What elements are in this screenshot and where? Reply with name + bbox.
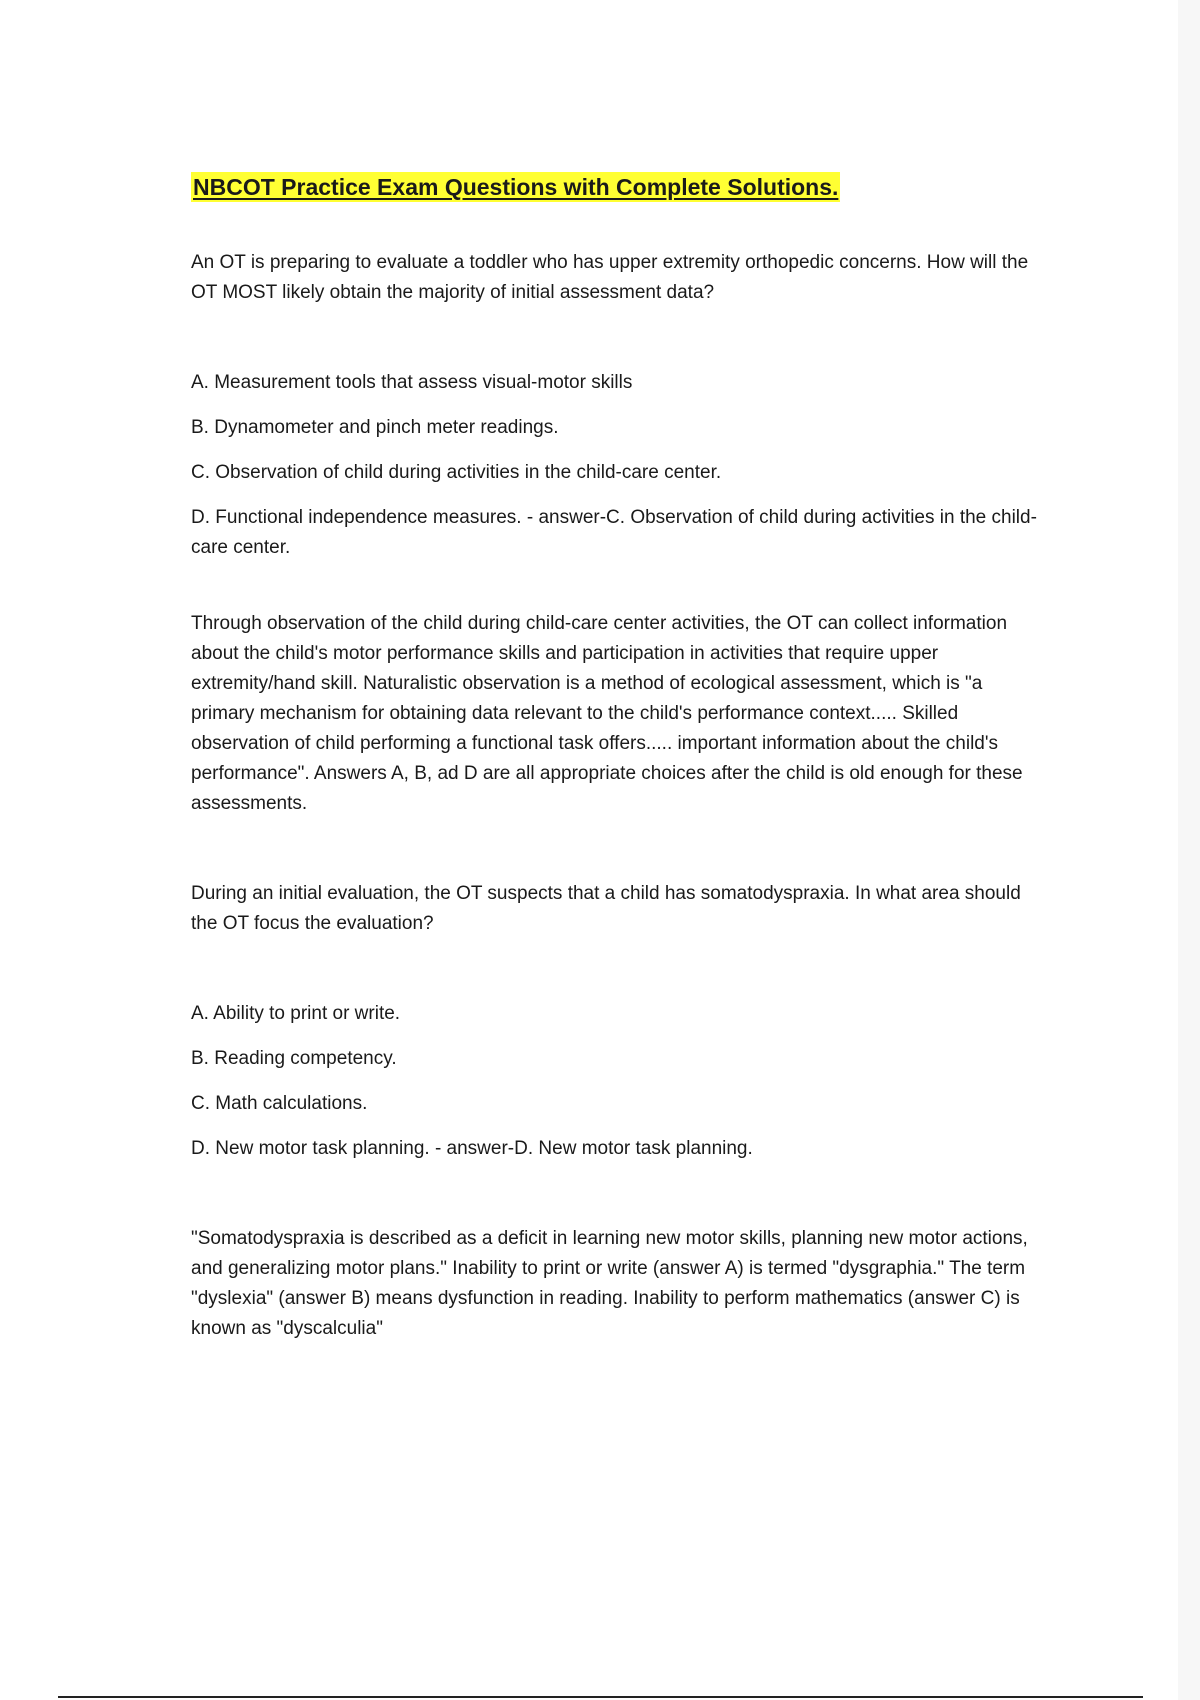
question-2 xyxy=(191,879,1041,1344)
question-2-options xyxy=(191,999,1041,1164)
option-b: B. Dynamometer and pinch meter readings. xyxy=(191,417,559,438)
question-2-explanation: "Somatodyspraxia is described as a deficit in learning new motor skills, planning new motor actions, and generalizing motor plans." Inability to print or write (answer A) is termed "dysgraphia." The term "dyslexia" (answer B) means dysfunction in reading. Inability to perform mathematics (answer C) is known as "dyscalculia" xyxy=(191,1228,1028,1339)
question-2-prompt: During an initial evaluation, the OT suspects that a child has somatodyspraxia. In what area should the OT focus the evaluation? xyxy=(191,883,1021,934)
option-b: B. Reading competency. xyxy=(191,1048,397,1069)
document-title: NBCOT Practice Exam Questions with Complete Solutions. xyxy=(193,174,839,200)
option-a: A. Ability to print or write. xyxy=(191,1003,401,1024)
question-1-prompt: An OT is preparing to evaluate a toddler who has upper extremity orthopedic concerns. How will the OT MOST likely obtain the majority of initial assessment data? xyxy=(191,252,1029,303)
option-c: C. Observation of child during activities in the child-care center. xyxy=(191,462,722,483)
question-1-options xyxy=(191,368,1041,563)
question-1-explanation: Through observation of the child during child-care center activities, the OT can collect information about the child's motor performance skills and participation in activities that require upper extremity/hand skill. Naturalistic observation is a method of ecological assessment, which is "a primary mechanism for obtaining data relevant to the child's performance context..... Skilled observation of child performing a functional task offers..... important information about the child's performance". Answers A, B, ad D are all appropriate choices after the child is old enough for these assessments. xyxy=(191,613,1023,814)
option-c: C. Math calculations. xyxy=(191,1093,368,1114)
option-a: A. Measurement tools that assess visual-motor skills xyxy=(191,372,633,393)
question-1 xyxy=(191,248,1041,819)
option-d-with-answer: D. Functional independence measures. - answer-C. Observation of child during activities in the child-care center. xyxy=(191,507,1037,558)
page-bottom-rule xyxy=(58,1696,1143,1698)
page-edge-shadow xyxy=(1178,0,1200,1700)
option-d-with-answer: D. New motor task planning. - answer-D. New motor task planning. xyxy=(191,1138,753,1159)
document-body xyxy=(191,172,1041,1344)
